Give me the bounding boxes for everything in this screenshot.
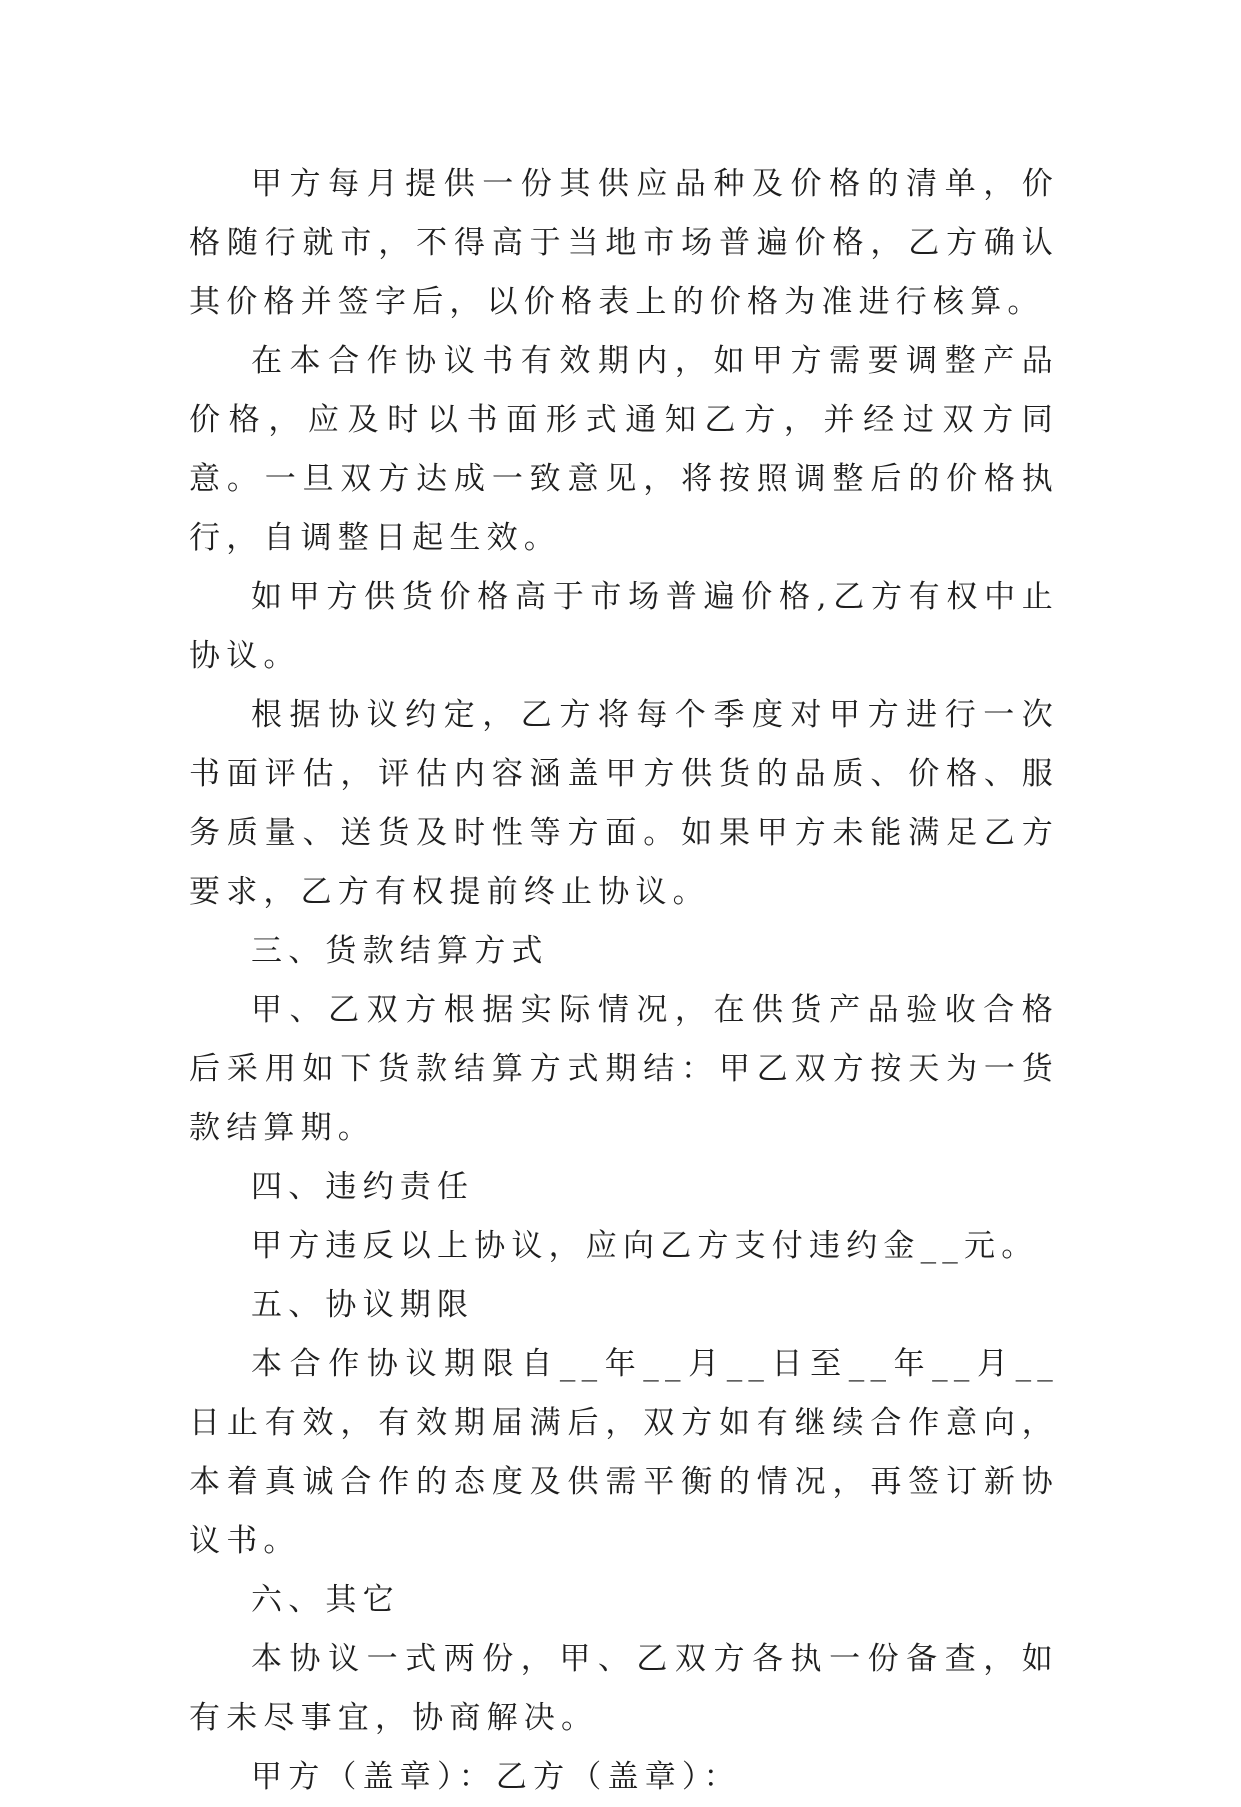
section-heading-liability: 四、违约责任	[251, 1169, 475, 1205]
paragraph-price-adjustment: 在本合作协议书有效期内，如甲方需要调整产品价格，应及时以书面形式通知乙方，并经过双方同意。一旦双方达成一致意见，将按照调整后的价格执行，自调整日起生效。	[189, 343, 1059, 556]
paragraph-price-list: 甲方每月提供一份其供应品种及价格的清单，价格随行就市，不得高于当地市场普遍价格，乙方确认其价格并签字后，以价格表上的价格为准进行核算。	[189, 166, 1059, 320]
paragraph-agreement-term: 本合作协议期限自__年__月__日至__年__月__日止有效，有效期届满后，双方如有继续合作意向，本着真诚合作的态度及供需平衡的情况，再签订新协议书。	[189, 1346, 1059, 1559]
paragraph-quarterly-evaluation: 根据协议约定，乙方将每个季度对甲方进行一次书面评估，评估内容涵盖甲方供货的品质、价格、服务质量、送货及时性等方面。如果甲方未能满足乙方要求，乙方有权提前终止协议。	[189, 697, 1059, 910]
section-heading-settlement: 三、货款结算方式	[251, 933, 549, 969]
document-body	[189, 155, 1059, 1807]
section-heading-term: 五、协议期限	[251, 1287, 475, 1323]
paragraph-liquidated-damages: 甲方违反以上协议，应向乙方支付违约金__元。	[251, 1228, 1039, 1264]
section-heading-other: 六、其它	[251, 1582, 400, 1618]
paragraph-copies: 本协议一式两份，甲、乙双方各执一份备查，如有未尽事宜，协商解决。	[189, 1641, 1059, 1736]
signature-line: 甲方（盖章）：乙方（盖章）：	[251, 1759, 741, 1795]
paragraph-price-termination: 如甲方供货价格高于市场普遍价格,乙方有权中止协议。	[189, 579, 1059, 674]
paragraph-settlement-method: 甲、乙双方根据实际情况，在供货产品验收合格后采用如下货款结算方式期结：甲乙双方按天为一货款结算期。	[189, 992, 1059, 1146]
